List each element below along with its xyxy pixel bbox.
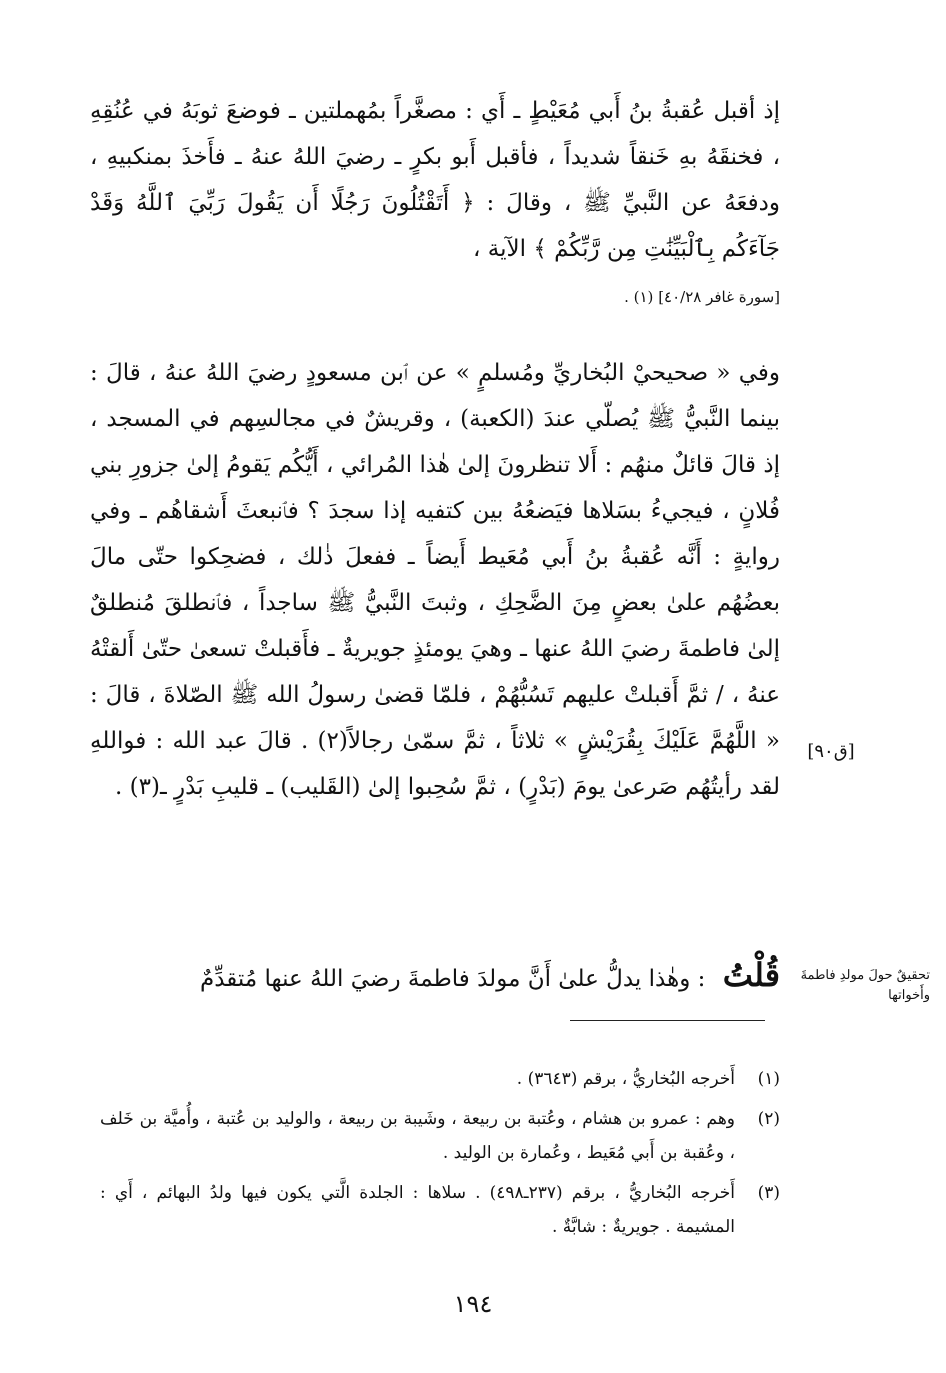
footnotes <box>100 1062 780 1250</box>
footnote-number: (٢) <box>757 1109 780 1129</box>
footnote-text: أَخرجه البُخاريُّ ، برقم (٢٣٧ـ٤٩٨) . سلاها : الجلدة الَّتي يكون فيها ولدُ البهائم ، أَي : المشيمة . جويريةٌ : شابَّةٌ . <box>100 1183 735 1237</box>
paragraph-2 <box>90 350 780 810</box>
qultu-text: : وهٰذا يدلُّ علىٰ أَنَّ مولدَ فاطمةَ رضيَ اللهُ عنها مُتقدِّمٌ <box>199 966 706 992</box>
footnote <box>100 1176 780 1244</box>
paragraph-2-text: وفي « صحيحيْ البُخاريِّ ومُسلمٍ » عن ٱبن مسعودٍ رضيَ اللهُ عنهُ ، قالَ : بينما النَّبيُّ ﷺ يُصلّي عندَ (الكعبة) ، وقريشٌ في مجالسِهم في المسجد ، إذ قالَ قائلٌ منهُم : أَلا تنظرونَ إلىٰ هٰذا المُرائي ، أَيُّكُم يَقومُ إلىٰ جزورِ بني فُلانٍ ، فيجيءُ بسَلاها فيَضعُهُ بين كتفيه إذا سجدَ ؟ فٱنبعثَ أَشقاهُم ـ وفي روايةٍ : أَنَّه عُقبةُ بنُ أَبي مُعَيط أَيضاً ـ ففعلَ ذٰلك ، فضحِكوا حتّى مالَ بعضُهُم علىٰ بعضٍ مِنَ الضَّحِكِ ، وثبتَ النَّبيُّ ﷺ ساجداً ، فٱنطلقَ مُنطلقٌ إلىٰ فاطمةَ رضيَ اللهُ عنها ـ وهيَ يومئذٍ جويريةٌ ـ فأَقبلتْ تسعىٰ حتّىٰ أَلقتْهُ عنهُ ، / ثمَّ أَقبلتْ عليهم تَسُبُّهُمْ ، فلمّا قضىٰ رسولُ الله ﷺ الصّلاةَ ، قالَ : « اللَّهُمَّ عَلَيْكَ بِقُرَيْشٍ » ثلاثاً ، ثمَّ سمّىٰ رجالاً(٢) . قالَ عبد الله : فواللهِ لقد رأيتُهُم صَرعىٰ يومَ (بَدْرٍ) ، ثمَّ سُحِبوا إلىٰ (القَليب) ـ قليبِ بَدْرٍ ـ(٣) . <box>90 360 780 800</box>
footnote-divider <box>570 1020 765 1021</box>
paragraph-1-text: إذ أقبل عُقبةُ بنُ أَبي مُعَيْطٍ ـ أَي : مصغَّراً بمُهملتين ـ فوضعَ ثوبَهُ في عُنُقِهِ ، فخنقَهُ بهِ خَنقاً شديداً ، فأقبل أَبو بكرٍ ـ رضيَ اللهُ عنهُ ـ فأَخذَ بمنكبيهِ ، ودفعَهُ عن النَّبيِّ ﷺ ، وقالَ : ﴿ أَتَقْتُلُونَ رَجُلًا أَن يَقُولَ رَبِّيَ ٱللَّهُ وَقَدْ جَآءَكُم بِٱلْبَيِّنَٰتِ مِن رَّبِّكُمْ ﴾ الآية ، <box>90 98 780 262</box>
footnote-number: (١) <box>757 1069 780 1089</box>
page-number: ١٩٤ <box>453 1290 493 1318</box>
footnote-number: (٣) <box>757 1183 780 1203</box>
footnote-text: وهم : عمرو بن هشام ، وعُتبة بن ربيعة ، وشَيبة بن ربيعة ، والوليد بن عُتبة ، وأُميَّة بن خَلف ، وعُقبة بن أَبي مُعَيط ، وعُمارة بن الوليد . <box>100 1109 735 1163</box>
manuscript-folio-reference: [ق٩٠] <box>807 741 855 762</box>
footnote-marker-1: (١) . <box>624 288 654 306</box>
footnote <box>100 1062 780 1096</box>
quran-reference-line <box>90 282 780 312</box>
qultu-heading: قُلْتُ <box>722 956 780 994</box>
margin-side-note: تحقيقٌ حولَ مولدِ فاطمةَ وأَخواتها <box>800 968 930 1003</box>
footnote <box>100 1102 780 1170</box>
quran-reference: [سورة غافر ٤٠/٢٨] <box>658 288 780 306</box>
footnote-text: أَخرجه البُخاريُّ ، برقم (٣٦٤٣) . <box>516 1069 735 1089</box>
qultu-paragraph <box>90 950 780 1004</box>
paragraph-1 <box>90 88 780 272</box>
